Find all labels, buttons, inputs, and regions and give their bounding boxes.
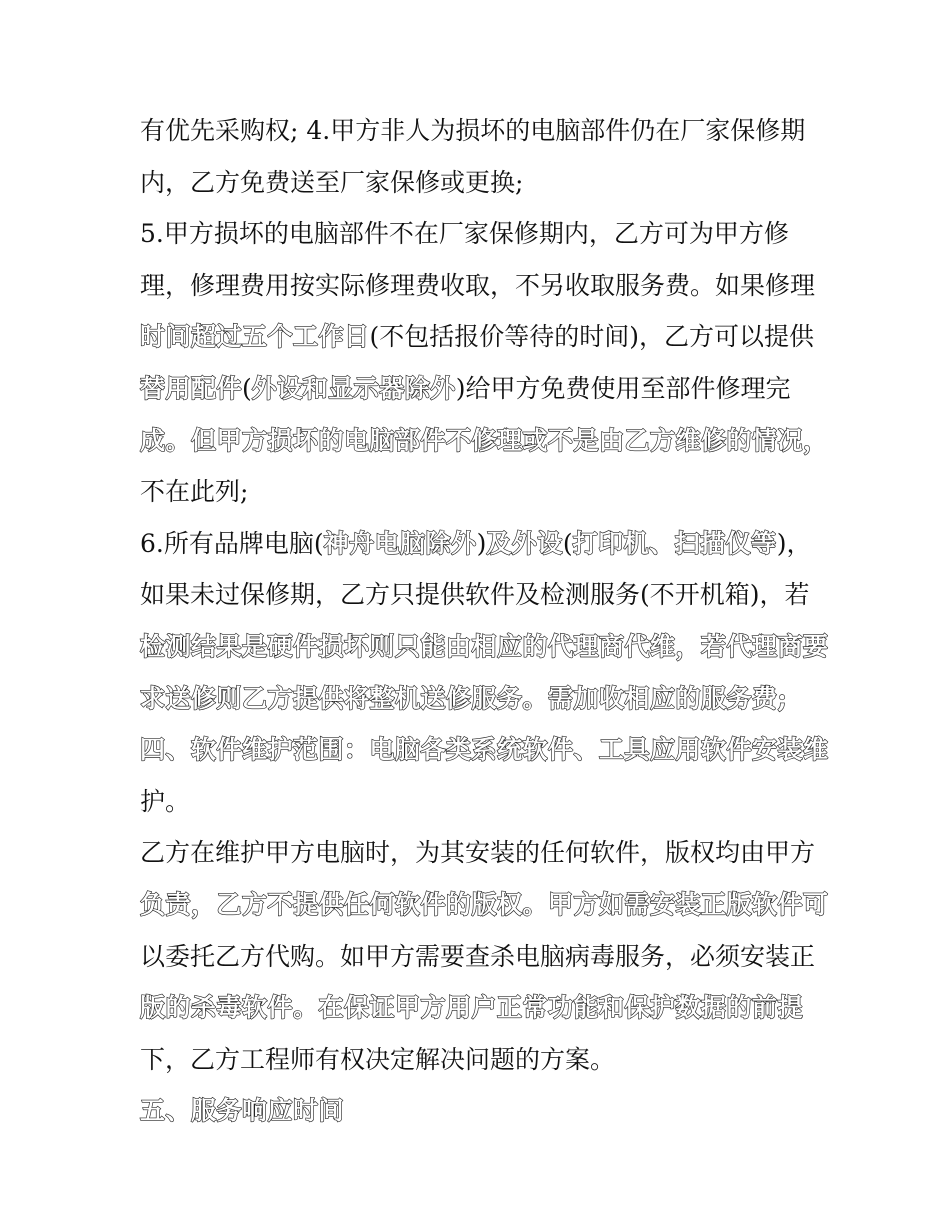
text-line (140, 879, 829, 931)
text-segment: 6.所有品牌电脑( (140, 528, 324, 558)
text-segment: 如果未过保修期，乙方只提供软件及检测服务(不开机箱)，若 (140, 580, 810, 610)
text-line (140, 1034, 820, 1086)
text-line (140, 827, 820, 879)
outlined-text-segment: 成。但甲方损坏的电脑部件不修理或不是由乙方维修的情况， (140, 425, 829, 455)
text-line (140, 1085, 820, 1137)
text-line (140, 466, 820, 518)
text-line (140, 208, 820, 260)
text-line (140, 673, 820, 725)
outlined-text-segment: 负责，乙方不提供任何软件的版权。甲方如需安装正版软件可 (140, 889, 829, 919)
document-body (140, 105, 829, 1137)
text-segment: 乙方在维护甲方电脑时，为其安装的任何软件，版权均由甲方 (140, 838, 816, 868)
text-segment: )给甲方免费使用至部件修理完 (455, 373, 791, 403)
text-line (140, 518, 820, 570)
outlined-text-segment: 及外设 (486, 528, 563, 558)
outlined-text-segment: 打印机、扫描仪等 (572, 528, 777, 558)
text-line (140, 621, 829, 673)
text-line (140, 569, 820, 621)
text-line (140, 260, 820, 312)
outlined-text-segment: 检测结果是硬件损坏则只能由相应的代理商代维，若代理商要 (140, 631, 829, 661)
text-line (140, 363, 820, 415)
text-line (140, 157, 820, 209)
outlined-text-segment: 时间超过五个工作日 (140, 322, 370, 352)
text-segment: 下，乙方工程师有权决定解决问题的方案。 (140, 1044, 616, 1074)
outlined-text-segment: 外设和显示器除外 (251, 373, 456, 403)
text-line (140, 931, 820, 983)
text-line (140, 311, 820, 363)
text-segment: )， (776, 528, 812, 558)
text-segment: ) (476, 528, 487, 558)
outlined-text-segment: 神舟电脑除外 (323, 528, 477, 558)
text-line (140, 105, 820, 157)
text-line (140, 724, 829, 776)
text-segment: ( (562, 528, 573, 558)
text-line (140, 415, 829, 467)
text-segment: (不包括报价等待的时间)，乙方可以提供 (369, 322, 815, 352)
text-segment: 护。 (140, 786, 191, 816)
text-segment: 以委托乙方代购。如甲方需要查杀电脑病毒服务，必须安装正 (140, 941, 816, 971)
text-segment: 理，修理费用按实际修理费收取，不另收取服务费。如果修理 (140, 270, 816, 300)
text-line (140, 776, 820, 828)
text-segment: 有优先采购权; 4.甲方非人为损坏的电脑部件仍在厂家保修期 (140, 116, 806, 145)
text-segment: ( (242, 373, 252, 403)
outlined-text-segment: 替用配件 (140, 373, 243, 403)
outlined-text-segment: 四、软件维护范围：电脑各类系统软件、工具应用软件安装维 (140, 735, 829, 765)
outlined-text-segment: 求送修则乙方提供将整机送修服务。需加收相应的服务费; (140, 683, 788, 713)
text-segment: 内，乙方免费送至厂家保修或更换; (140, 167, 524, 197)
text-segment: 5.甲方损坏的电脑部件不在厂家保修期内，乙方可为甲方修 (140, 219, 789, 249)
outlined-text-segment: 版的杀毒软件。在保证甲方用户正常功能和保护数据的前提 (140, 993, 804, 1023)
text-segment: 不在此列; (140, 477, 249, 507)
outlined-text-segment: 五、服务响应时间 (140, 1096, 345, 1126)
text-line (140, 982, 820, 1034)
